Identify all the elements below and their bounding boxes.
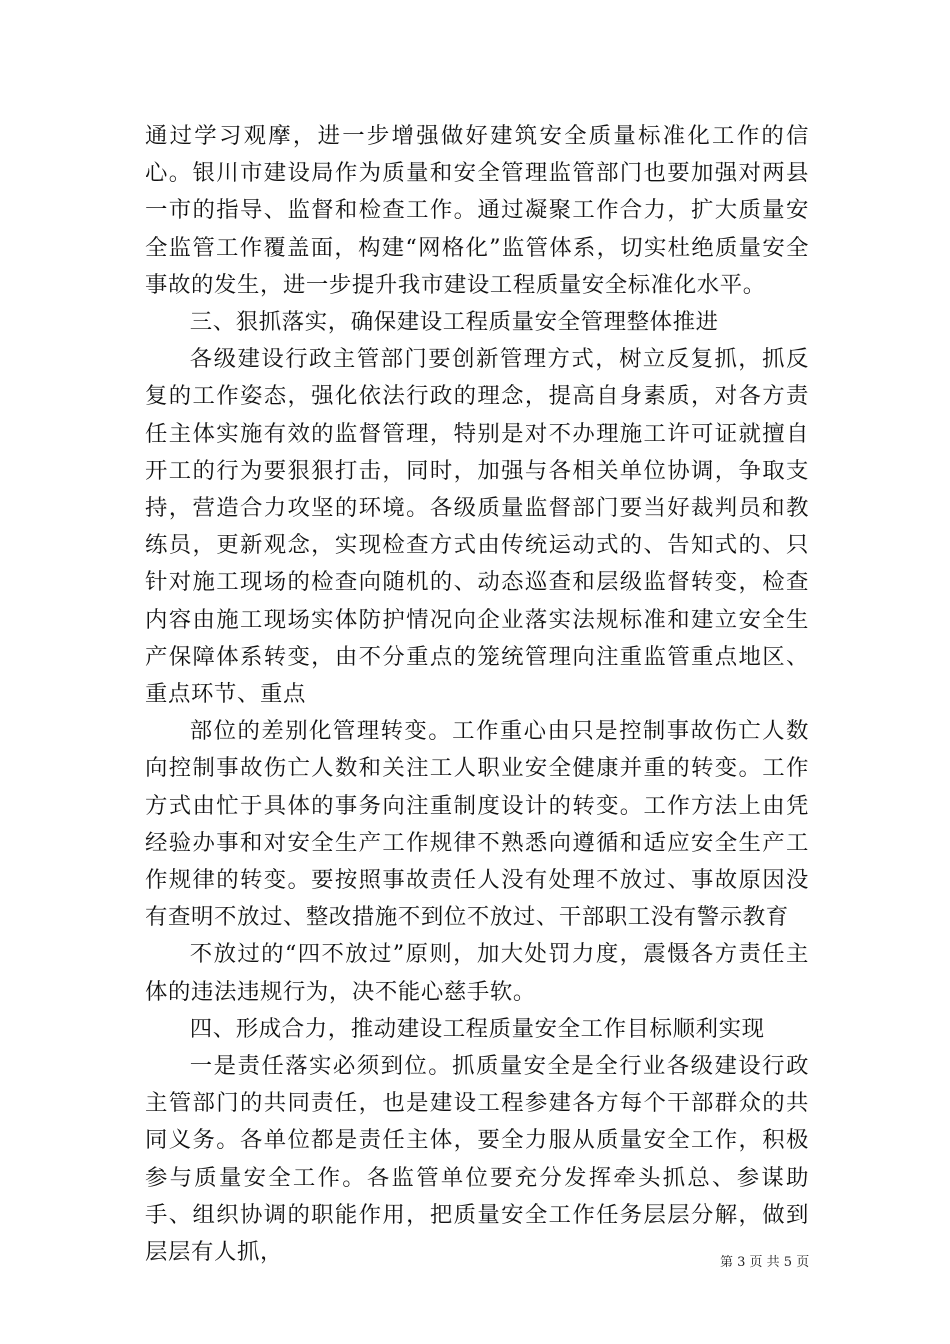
paragraph: 各级建设行政主管部门要创新管理方式，树立反复抓，抓反复的工作姿态，强化依法行政的理念，提高自身素质，对各方责任主体实施有效的监督管理，特别是对不办理施工许可证就擅自开工的行为要狠狠打击，同时，加强与各相关单位协调，争取支持，营造合力攻坚的环境。各级质量监督部门要当好裁判员和教练员，更新观念，实现检查方式由传统运动式的、告知式的、只针对施工现场的检查向随机的、动态巡查和层级监督转变，检查内容由施工现场实体防护情况向企业落实法规标准和建立安全生产保障体系转变，由不分重点的笼统管理向注重监管重点地区、重点环节、重点 [145,346,809,708]
document-body [145,118,809,1271]
paragraph-continued: 通过学习观摩，进一步增强做好建筑安全质量标准化工作的信心。银川市建设局作为质量和安全管理监管部门也要加强对两县一市的指导、监督和检查工作。通过凝聚工作合力，扩大质量安全监管工作覆盖面，构建“网格化”监管体系，切实杜绝质量安全事故的发生，进一步提升我市建设工程质量安全标准化水平。 [145,123,809,298]
page-footer [720,1251,809,1270]
page-number-label: 第 3 页 共 5 页 [720,1255,810,1270]
section-heading-4: 四、形成合力，推动建设工程质量安全工作目标顺利实现 [189,1015,765,1042]
paragraph: 一是责任落实必须到位。抓质量安全是全行业各级建设行政主管部门的共同责任，也是建设工程参建各方每个干部群众的共同义务。各单位都是责任主体，要全力服从质量安全工作，积极参与质量安全工作。各监管单位要充分发挥牵头抓总、参谋助手、组织协调的职能作用，把质量安全工作任务层层分解，做到层层有人抓， [145,1053,809,1266]
paragraph: 部位的差别化管理转变。工作重心由只是控制事故伤亡人数向控制事故伤亡人数和关注工人职业安全健康并重的转变。工作方式由忙于具体的事务向注重制度设计的转变。工作方法上由凭经验办事和对安全生产工作规律不熟悉向遵循和适应安全生产工作规律的转变。要按照事故责任人没有处理不放过、事故原因没有查明不放过、整改措施不到位不放过、干部职工没有警示教育 [145,718,809,931]
section-heading-3: 三、狠抓落实，确保建设工程质量安全管理整体推进 [189,309,719,336]
paragraph: 不放过的“四不放过”原则，加大处罚力度，震慑各方责任主体的违法违规行为，决不能心慈手软。 [145,941,809,1005]
